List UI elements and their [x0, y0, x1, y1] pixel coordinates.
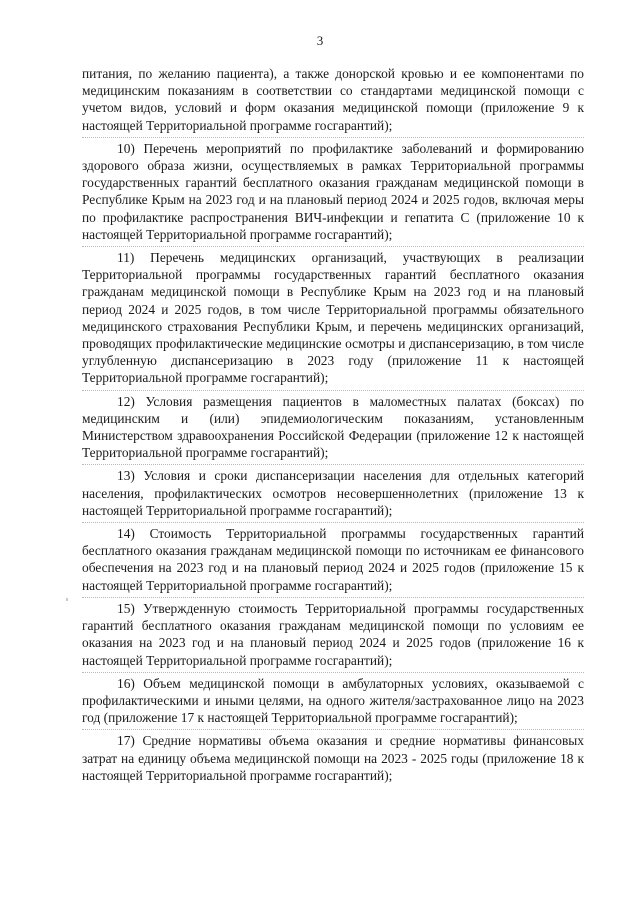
- paragraph-item-15: 15) Утвержденную стоимость Территориальной программы государственных гарантий бесплатного оказания гражданам медицинской помощи по условиям ее оказания на 2023 год и на плановый период 2024 и 2025 годов (приложение 16 к настоящей Территориальной программе госгарантий);: [82, 600, 584, 668]
- paragraph-divider: [82, 390, 584, 391]
- paragraph-item-17: 17) Средние нормативы объема оказания и средние нормативы финансовых затрат на единицу объема медицинской помощи на 2023 - 2025 годы (приложение 18 к настоящей Территориальной программе госгарантий);: [82, 733, 584, 783]
- paragraph-item-10: 10) Перечень мероприятий по профилактике заболеваний и формированию здорового образа жизни, осуществляемых в рамках Территориальной программы государственных гарантий бесплатного оказания гражданам медицинской помощи в Республике Крым на 2023 год и на плановый период 2024 и 2025 годов, включая меры по профилактике распространения ВИЧ-инфекции и гепатита С (приложение 10 к настоящей Территориальной программе госгарантий);: [82, 140, 584, 242]
- paragraph-divider: [82, 246, 584, 247]
- paragraph-divider: [82, 729, 584, 730]
- paragraph-item-13: 13) Условия и сроки диспансеризации населения для отдельных категорий населения, профилактических осмотров несовершеннолетних (приложение 13 к настоящей Территориальной программе госгарантий);: [82, 468, 584, 518]
- paragraph-divider: [82, 522, 584, 523]
- paragraph-divider: [82, 597, 584, 598]
- scan-speck: [66, 598, 68, 601]
- paragraph-item-12: 12) Условия размещения пациентов в маломестных палатах (боксах) по медицинским и (или) эпидемиологическим показаниям, установленным Министерством здравоохранения Российской Федерации (приложение 12 к настоящей Территориальной программе госгарантий);: [82, 393, 584, 461]
- paragraph-divider: [82, 672, 584, 673]
- paragraph-item-16: 16) Объем медицинской помощи в амбулаторных условиях, оказываемой с профилактическими и иными целями, на одного жителя/застрахованное лицо на 2023 год (приложение 17 к настоящей Территориальной программе госгарантий);: [82, 675, 584, 726]
- paragraph-item-11: 11) Перечень медицинских организаций, участвующих в реализации Территориальной программы государственных гарантий бесплатного оказания гражданам медицинской помощи в Республике Крым на 2023 год и на плановый период 2024 и 2025 годов, в том числе Территориальной программы обязательного медицинского страхования Республики Крым, и перечень медицинских организаций, проводящих профилактические медицинские осмотры и диспансеризацию, в том числе углубленную диспансеризацию в 2023 году (приложение 11 к настоящей Территориальной программе госгарантий);: [82, 250, 584, 386]
- document-body: [82, 65, 584, 784]
- page-number: 3: [316, 33, 324, 48]
- paragraph-divider: [82, 464, 584, 465]
- paragraph-continuation: питания, по желанию пациента), а также донорской кровью и ее компонентами по медицинским показаниям в соответствии со стандартами медицинской помощи с учетом видов, условий и форм оказания медицинской помощи (приложение 9 к настоящей Территориальной программе госгарантий);: [82, 66, 584, 133]
- paragraph-divider: [82, 137, 584, 138]
- paragraph-item-14: 14) Стоимость Территориальной программы государственных гарантий бесплатного оказания гражданам медицинской помощи по источникам ее финансового обеспечения на 2023 год и на плановый период 2024 и 2025 годов (приложение 15 к настоящей Территориальной программе госгарантий);: [82, 526, 584, 593]
